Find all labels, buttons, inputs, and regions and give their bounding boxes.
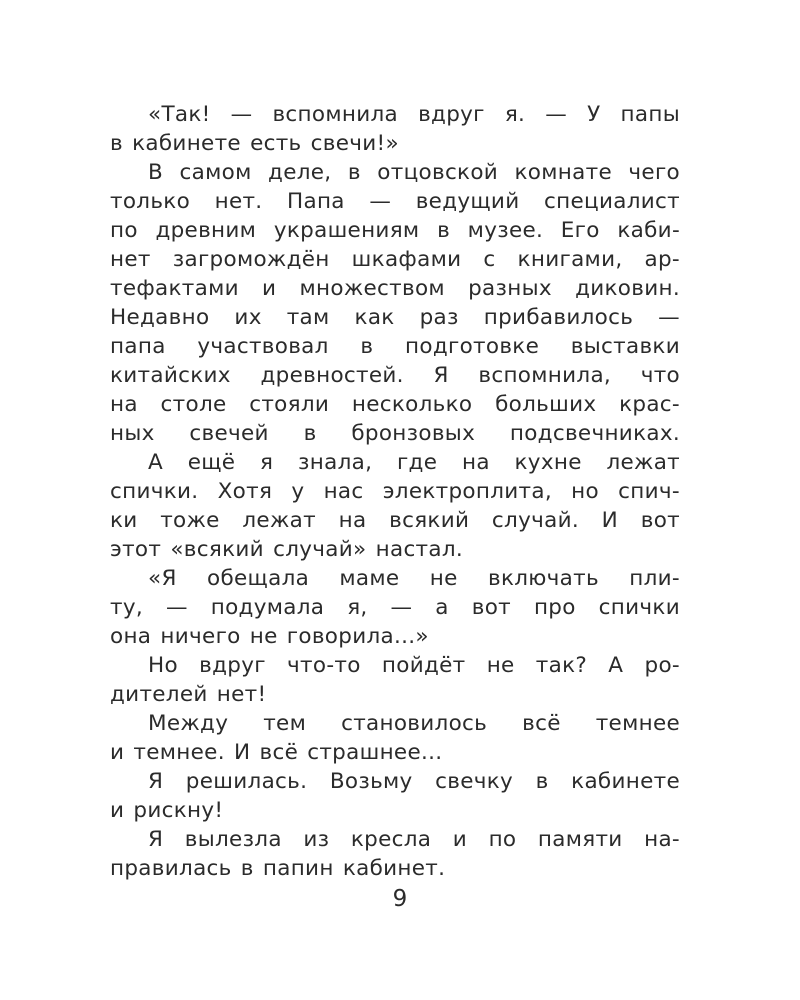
text-line: дителей нет!	[110, 682, 267, 707]
text-line: Недавно их там как раз прибавилось —	[110, 305, 680, 330]
text-line: и темнее. И всё страшнее...	[110, 740, 443, 765]
body-text	[110, 100, 680, 883]
text-line: В самом деле, в отцовской комнате чего	[148, 160, 680, 185]
text-line: «Я обещала маме не включать пли-	[148, 566, 680, 591]
text-line: А ещё я знала, где на кухне лежат	[148, 450, 680, 475]
text-line: Я вылезла из кресла и по памяти на-	[148, 827, 680, 852]
text-line: этот «всякий случай» настал.	[110, 537, 464, 562]
page-number: 9	[392, 886, 408, 912]
text-line: Но вдруг что-то пойдёт не так? А ро-	[148, 653, 680, 678]
text-line: ки тоже лежат на всякий случай. И вот	[110, 508, 680, 533]
text-line: Между тем становилось всё темнее	[148, 711, 680, 736]
text-line: тефактами и множеством разных диковин.	[110, 276, 680, 301]
text-line: ных свечей в бронзовых подсвечниках.	[110, 421, 680, 446]
text-line: она ничего не говорила...»	[110, 624, 429, 649]
text-line: в кабинете есть свечи!»	[110, 131, 399, 156]
text-line: только нет. Папа — ведущий специалист	[110, 189, 680, 214]
text-line: Я решилась. Возьму свечку в кабинете	[148, 769, 680, 794]
text-line: правилась в папин кабинет.	[110, 856, 446, 881]
text-line: спички. Хотя у нас электроплита, но спич-	[110, 479, 680, 504]
text-line: папа участвовал в подготовке выставки	[110, 334, 680, 359]
text-line: по древним украшениям в музее. Его каби-	[110, 218, 680, 243]
text-line: ту, — подумала я, — а вот про спички	[110, 595, 680, 620]
text-line: на столе стояли несколько больших крас-	[110, 392, 680, 417]
text-line: «Так! — вспомнила вдруг я. — У папы	[148, 102, 680, 127]
text-line: китайских древностей. Я вспомнила, что	[110, 363, 680, 388]
text-line: и рискну!	[110, 798, 224, 823]
text-line: нет загромождён шкафами с книгами, ар-	[110, 247, 680, 272]
